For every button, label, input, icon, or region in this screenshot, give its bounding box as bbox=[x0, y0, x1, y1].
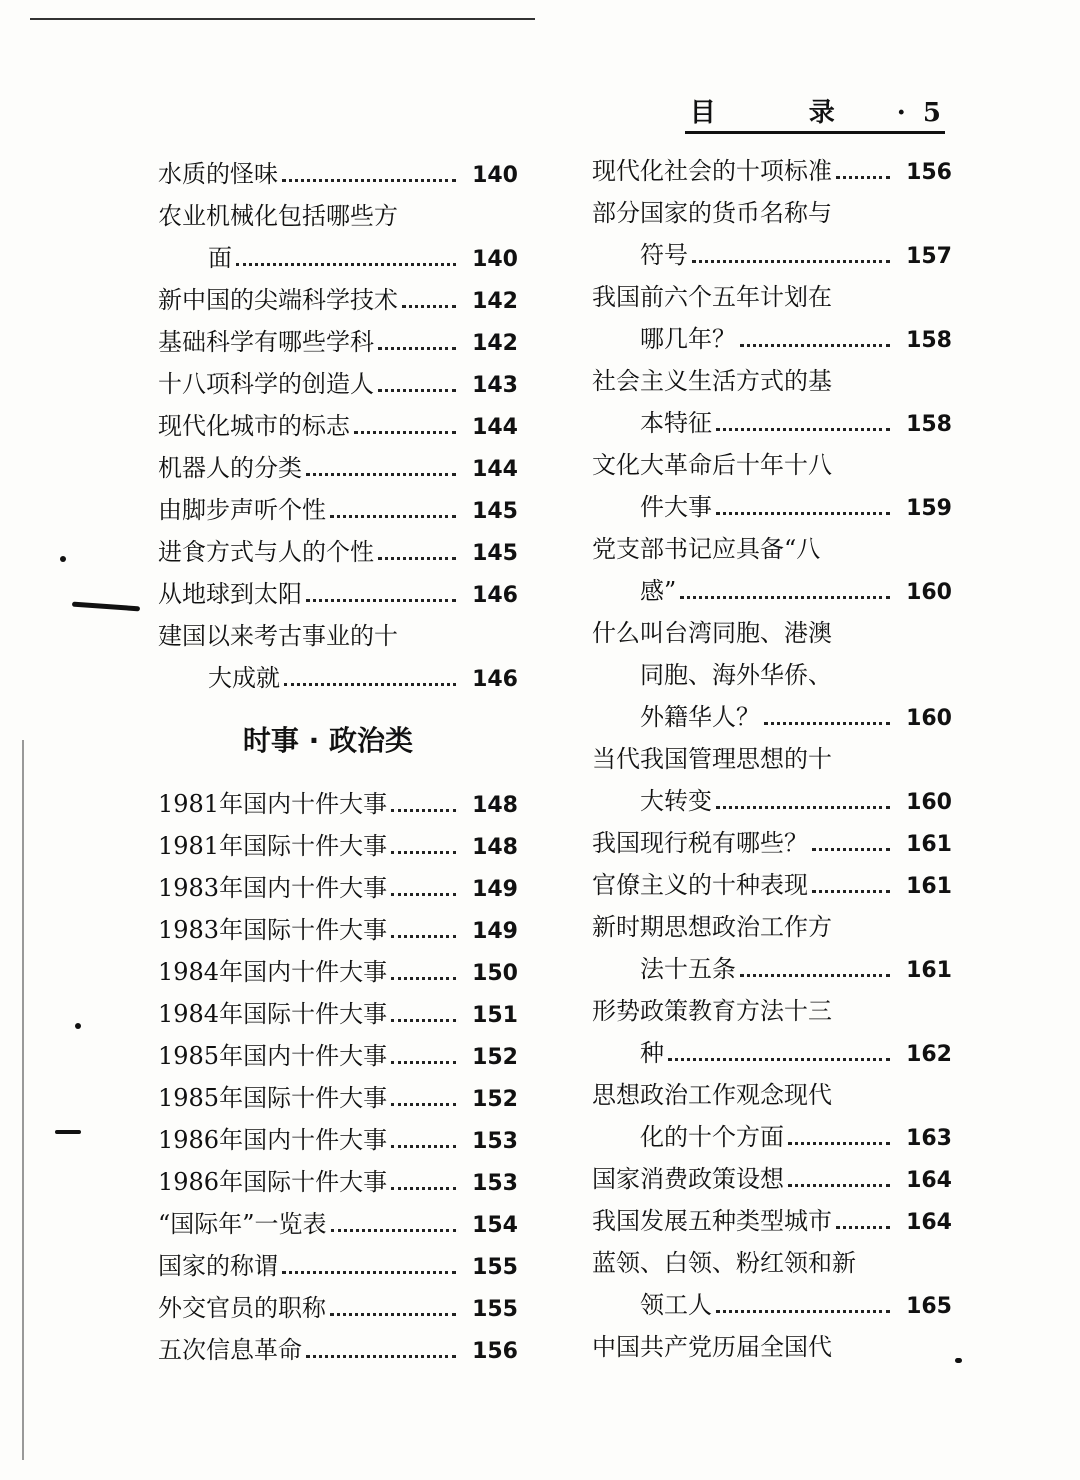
dot-leader bbox=[788, 1142, 890, 1145]
toc-entry bbox=[158, 783, 518, 825]
toc-entry-title: 1986年国际十件大事 bbox=[158, 1168, 388, 1196]
toc-page-number: 155 bbox=[472, 1255, 518, 1280]
scan-left-edge bbox=[22, 740, 24, 1460]
dot-leader bbox=[331, 1229, 456, 1232]
dot-leader bbox=[236, 263, 456, 266]
scan-top-rule bbox=[30, 18, 535, 20]
toc-entry bbox=[592, 990, 952, 1074]
toc-page-number: 154 bbox=[472, 1213, 518, 1238]
dot-leader bbox=[306, 1355, 456, 1358]
toc-entry-title: 新中国的尖端科学技术 bbox=[158, 286, 398, 314]
toc-entry-line bbox=[592, 192, 952, 234]
dot-leader bbox=[812, 848, 890, 851]
toc-page-number: 144 bbox=[472, 415, 518, 440]
toc-entry-line bbox=[592, 1074, 952, 1116]
toc-entry bbox=[158, 1245, 518, 1287]
dot-leader bbox=[391, 1103, 456, 1106]
dot-leader bbox=[330, 1313, 456, 1316]
toc-page-number: 145 bbox=[472, 499, 518, 524]
toc-entry bbox=[158, 1287, 518, 1329]
toc-entry-title: 新时期思想政治工作方 bbox=[592, 913, 832, 941]
toc-entry-line bbox=[592, 864, 952, 906]
toc-page-number: 161 bbox=[906, 874, 952, 899]
toc-page-number: 160 bbox=[906, 790, 952, 815]
toc-entry-title: 1981年国内十件大事 bbox=[158, 790, 388, 818]
toc-entry-line bbox=[158, 1329, 518, 1371]
toc-entry-line bbox=[592, 1326, 952, 1368]
toc-entry bbox=[158, 1035, 518, 1077]
toc-entry-line bbox=[592, 1242, 952, 1284]
toc-page-number: 161 bbox=[906, 958, 952, 983]
toc-entry-title: 形势政策教育方法十三 bbox=[592, 997, 832, 1025]
toc-page-number: 160 bbox=[906, 580, 952, 605]
toc-entry bbox=[592, 1200, 952, 1242]
dot-leader bbox=[391, 1061, 456, 1064]
toc-entry bbox=[592, 1242, 952, 1326]
dot-leader bbox=[740, 974, 890, 977]
toc-entry bbox=[592, 150, 952, 192]
toc-entry-line bbox=[158, 1245, 518, 1287]
ink-smear bbox=[55, 1130, 81, 1134]
dot-leader bbox=[354, 431, 456, 434]
toc-entry bbox=[158, 1161, 518, 1203]
toc-entry-line bbox=[592, 906, 952, 948]
toc-page-number: 152 bbox=[472, 1045, 518, 1070]
toc-entry-title: 法十五条 bbox=[640, 955, 736, 983]
toc-entry-line bbox=[592, 948, 952, 990]
toc-entry-title: 农业机械化包括哪些方 bbox=[158, 202, 398, 230]
toc-entry-line bbox=[158, 279, 518, 321]
toc-entry-line bbox=[158, 363, 518, 405]
toc-entry-line bbox=[592, 696, 952, 738]
toc-entry-title: 什么叫台湾同胞、港澳 bbox=[592, 619, 832, 647]
toc-page-number: 144 bbox=[472, 457, 518, 482]
toc-entry bbox=[158, 531, 518, 573]
toc-entry-title: 现代化城市的标志 bbox=[158, 412, 350, 440]
toc-entry-title: 大成就 bbox=[208, 664, 280, 692]
toc-entry bbox=[592, 822, 952, 864]
ink-smear bbox=[72, 602, 140, 612]
header-page-number: · 5 bbox=[896, 98, 945, 128]
toc-entry bbox=[158, 153, 518, 195]
dot-leader bbox=[740, 344, 890, 347]
toc-entry-title: 我国发展五种类型城市 bbox=[592, 1207, 832, 1235]
toc-entry-title: 现代化社会的十项标准 bbox=[592, 157, 832, 185]
toc-entry-line bbox=[158, 951, 518, 993]
toc-entry-title: 领工人 bbox=[640, 1291, 712, 1319]
toc-entry-title: 面 bbox=[208, 244, 232, 272]
toc-page-number: 149 bbox=[472, 877, 518, 902]
toc-entry-line bbox=[158, 1035, 518, 1077]
dot-leader bbox=[378, 557, 456, 560]
toc-entry-title: 机器人的分类 bbox=[158, 454, 302, 482]
toc-entry bbox=[592, 1326, 952, 1368]
dot-leader bbox=[391, 809, 456, 812]
toc-entry-line bbox=[158, 825, 518, 867]
toc-entry bbox=[592, 864, 952, 906]
header-title: 目 录 bbox=[689, 98, 877, 128]
toc-entry-title: 党支部书记应具备“八 bbox=[592, 535, 821, 563]
toc-entry-line bbox=[158, 993, 518, 1035]
toc-page-number: 158 bbox=[906, 328, 952, 353]
toc-page-number: 153 bbox=[472, 1129, 518, 1154]
toc-entry bbox=[158, 447, 518, 489]
toc-list bbox=[158, 783, 518, 1371]
dot-leader bbox=[378, 389, 456, 392]
toc-entry-line bbox=[158, 615, 518, 657]
ink-dot bbox=[75, 1023, 81, 1029]
toc-entry bbox=[592, 1158, 952, 1200]
section-heading: 时事 · 政治类 bbox=[242, 724, 414, 757]
toc-entry-line bbox=[158, 867, 518, 909]
toc-entry-line bbox=[592, 822, 952, 864]
toc-entry bbox=[592, 738, 952, 822]
dot-leader bbox=[680, 596, 890, 599]
toc-entry-title: 五次信息革命 bbox=[158, 1336, 302, 1364]
toc-entry-title: 文化大革命后十年十八 bbox=[592, 451, 832, 479]
toc-entry-line bbox=[592, 486, 952, 528]
toc-page-number: 159 bbox=[906, 496, 952, 521]
toc-entry-title: 同胞、海外华侨、 bbox=[640, 661, 832, 689]
toc-entry-line bbox=[158, 573, 518, 615]
toc-entry-title: 外交官员的职称 bbox=[158, 1294, 326, 1322]
toc-page-number: 156 bbox=[906, 160, 952, 185]
toc-entry-line bbox=[592, 528, 952, 570]
toc-entry bbox=[592, 192, 952, 276]
toc-entry-title: 建国以来考古事业的十 bbox=[158, 622, 398, 650]
toc-entry-title: 部分国家的货币名称与 bbox=[592, 199, 832, 227]
toc-entry-title: 1985年国际十件大事 bbox=[158, 1084, 388, 1112]
dot-leader bbox=[716, 512, 890, 515]
toc-entry-title: 化的十个方面 bbox=[640, 1123, 784, 1151]
toc-entry bbox=[158, 1329, 518, 1371]
toc-entry-title: 种 bbox=[640, 1039, 664, 1067]
toc-entry-line bbox=[592, 570, 952, 612]
dot-leader bbox=[402, 305, 456, 308]
toc-entry-title: 蓝领、白领、粉红领和新 bbox=[592, 1249, 856, 1277]
toc-entry-title: 我国前六个五年计划在 bbox=[592, 283, 832, 311]
toc-page-number: 161 bbox=[906, 832, 952, 857]
toc-page-number: 150 bbox=[472, 961, 518, 986]
dot-leader bbox=[284, 683, 456, 686]
toc-page-number: 146 bbox=[472, 667, 518, 692]
dot-leader bbox=[391, 1019, 456, 1022]
toc-entry bbox=[158, 279, 518, 321]
toc-entry-line bbox=[592, 402, 952, 444]
toc-entry-title: 哪几年？ bbox=[640, 325, 736, 353]
toc-entry bbox=[158, 951, 518, 993]
toc-entry-line bbox=[158, 1161, 518, 1203]
toc-page-number: 148 bbox=[472, 793, 518, 818]
toc-entry-title: 基础科学有哪些学科 bbox=[158, 328, 374, 356]
toc-page-number: 140 bbox=[472, 247, 518, 272]
toc-entry bbox=[592, 612, 952, 738]
toc-entry-line bbox=[158, 405, 518, 447]
toc-page-number: 143 bbox=[472, 373, 518, 398]
toc-entry bbox=[158, 405, 518, 447]
toc-entry-title: 本特征 bbox=[640, 409, 712, 437]
toc-entry-title: 1983年国际十件大事 bbox=[158, 916, 388, 944]
dot-leader bbox=[391, 1145, 456, 1148]
running-header bbox=[685, 92, 945, 134]
toc-entry-title: 外籍华人？ bbox=[640, 703, 760, 731]
toc-entry-line bbox=[158, 237, 518, 279]
toc-entry-line bbox=[158, 531, 518, 573]
toc-page-number: 152 bbox=[472, 1087, 518, 1112]
toc-entry-line bbox=[592, 1116, 952, 1158]
toc-entry-line bbox=[158, 909, 518, 951]
dot-leader bbox=[812, 890, 890, 893]
toc-page-number: 151 bbox=[472, 1003, 518, 1028]
toc-page-number: 155 bbox=[472, 1297, 518, 1322]
toc-page-number: 142 bbox=[472, 331, 518, 356]
toc-entry-title: 1985年国内十件大事 bbox=[158, 1042, 388, 1070]
toc-entry bbox=[592, 360, 952, 444]
toc-entry-line bbox=[592, 612, 952, 654]
dot-leader bbox=[836, 176, 890, 179]
toc-entry-title: 1984年国内十件大事 bbox=[158, 958, 388, 986]
toc-entry bbox=[592, 1074, 952, 1158]
toc-entry-line bbox=[592, 276, 952, 318]
toc-page-number: 160 bbox=[906, 706, 952, 731]
toc-entry bbox=[158, 573, 518, 615]
toc-entry-line bbox=[158, 657, 518, 699]
toc-entry bbox=[158, 489, 518, 531]
toc-entry-title: 国家的称谓 bbox=[158, 1252, 278, 1280]
toc-entry bbox=[158, 909, 518, 951]
toc-column-right bbox=[592, 150, 952, 1368]
toc-entry-title: 1981年国际十件大事 bbox=[158, 832, 388, 860]
toc-entry-title: 我国现行税有哪些？ bbox=[592, 829, 808, 857]
ink-dot bbox=[955, 1358, 962, 1363]
dot-leader bbox=[716, 428, 890, 431]
dot-leader bbox=[764, 722, 890, 725]
dot-leader bbox=[330, 515, 456, 518]
toc-entry-line bbox=[592, 360, 952, 402]
toc-entry-title: 官僚主义的十种表现 bbox=[592, 871, 808, 899]
ink-dot bbox=[60, 556, 66, 562]
toc-entry-title: “国际年”一览表 bbox=[158, 1210, 327, 1238]
toc-page-number: 157 bbox=[906, 244, 952, 269]
dot-leader bbox=[378, 347, 456, 350]
dot-leader bbox=[391, 893, 456, 896]
toc-entry-line bbox=[158, 1077, 518, 1119]
toc-page-number: 145 bbox=[472, 541, 518, 566]
toc-page-number: 164 bbox=[906, 1210, 952, 1235]
toc-entry-line bbox=[592, 738, 952, 780]
toc-entry bbox=[158, 867, 518, 909]
toc-entry-title: 十八项科学的创造人 bbox=[158, 370, 374, 398]
toc-entry-line bbox=[592, 444, 952, 486]
toc-entry-title: 进食方式与人的个性 bbox=[158, 538, 374, 566]
toc-entry-line bbox=[592, 234, 952, 276]
toc-entry bbox=[592, 528, 952, 612]
toc-entry bbox=[592, 276, 952, 360]
toc-entry-title: 中国共产党历届全国代 bbox=[592, 1333, 832, 1361]
toc-entry-title: 大转变 bbox=[640, 787, 712, 815]
toc-page-number: 164 bbox=[906, 1168, 952, 1193]
toc-entry-title: 当代我国管理思想的十 bbox=[592, 745, 832, 773]
toc-entry-line bbox=[592, 1158, 952, 1200]
toc-entry-line bbox=[592, 1200, 952, 1242]
toc-page-number: 163 bbox=[906, 1126, 952, 1151]
dot-leader bbox=[391, 851, 456, 854]
toc-entry-title: 社会主义生活方式的基 bbox=[592, 367, 832, 395]
dot-leader bbox=[282, 179, 456, 182]
toc-entry-line bbox=[158, 321, 518, 363]
toc-page-number: 148 bbox=[472, 835, 518, 860]
toc-entry-title: 从地球到太阳 bbox=[158, 580, 302, 608]
toc-entry-line bbox=[592, 1032, 952, 1074]
dot-leader bbox=[692, 260, 890, 263]
toc-entry-title: 国家消费政策设想 bbox=[592, 1165, 784, 1193]
toc-entry bbox=[158, 363, 518, 405]
toc-entry-title: 1984年国际十件大事 bbox=[158, 1000, 388, 1028]
toc-entry-line bbox=[158, 1287, 518, 1329]
toc-entry bbox=[158, 1203, 518, 1245]
dot-leader bbox=[391, 1187, 456, 1190]
dot-leader bbox=[306, 599, 456, 602]
toc-entry-line bbox=[592, 990, 952, 1032]
toc-entry-title: 感” bbox=[640, 577, 677, 605]
toc-entry-title: 件大事 bbox=[640, 493, 712, 521]
toc-page-number: 156 bbox=[472, 1339, 518, 1364]
toc-entry-line bbox=[158, 1119, 518, 1161]
dot-leader bbox=[836, 1226, 890, 1229]
toc-column-left bbox=[158, 153, 518, 1371]
toc-entry-title: 水质的怪味 bbox=[158, 160, 278, 188]
dot-leader bbox=[391, 977, 456, 980]
toc-entry-line bbox=[158, 195, 518, 237]
toc-page-number: 165 bbox=[906, 1294, 952, 1319]
toc-page-number: 162 bbox=[906, 1042, 952, 1067]
toc-entry bbox=[158, 1119, 518, 1161]
toc-entry bbox=[592, 444, 952, 528]
dot-leader bbox=[716, 806, 890, 809]
toc-entry-line bbox=[592, 1284, 952, 1326]
toc-page-number: 158 bbox=[906, 412, 952, 437]
toc-entry bbox=[158, 615, 518, 699]
toc-entry-line bbox=[592, 150, 952, 192]
toc-entry-title: 思想政治工作观念现代 bbox=[592, 1081, 832, 1109]
toc-entry bbox=[592, 906, 952, 990]
toc-entry-line bbox=[158, 447, 518, 489]
toc-entry bbox=[158, 993, 518, 1035]
toc-entry bbox=[158, 195, 518, 279]
toc-page-number: 153 bbox=[472, 1171, 518, 1196]
toc-entry-line bbox=[592, 318, 952, 360]
toc-page-number: 140 bbox=[472, 163, 518, 188]
toc-entry bbox=[158, 1077, 518, 1119]
toc-entry-title: 1983年国内十件大事 bbox=[158, 874, 388, 902]
dot-leader bbox=[788, 1184, 890, 1187]
toc-entry-title: 1986年国内十件大事 bbox=[158, 1126, 388, 1154]
dot-leader bbox=[668, 1058, 890, 1061]
dot-leader bbox=[282, 1271, 456, 1274]
toc-entry-line bbox=[158, 783, 518, 825]
toc-entry-line bbox=[158, 153, 518, 195]
toc-entry-line bbox=[592, 654, 952, 696]
toc-list bbox=[592, 150, 952, 1368]
dot-leader bbox=[391, 935, 456, 938]
toc-entry-title: 由脚步声听个性 bbox=[158, 496, 326, 524]
toc-list bbox=[158, 153, 518, 699]
dot-leader bbox=[306, 473, 456, 476]
dot-leader bbox=[716, 1310, 890, 1313]
toc-entry-title: 符号 bbox=[640, 241, 688, 269]
toc-entry bbox=[158, 321, 518, 363]
toc-entry-line bbox=[158, 489, 518, 531]
toc-page-number: 146 bbox=[472, 583, 518, 608]
toc-entry-line bbox=[158, 1203, 518, 1245]
toc-entry bbox=[158, 825, 518, 867]
toc-entry-line bbox=[592, 780, 952, 822]
toc-page-number: 142 bbox=[472, 289, 518, 314]
toc-page-number: 149 bbox=[472, 919, 518, 944]
